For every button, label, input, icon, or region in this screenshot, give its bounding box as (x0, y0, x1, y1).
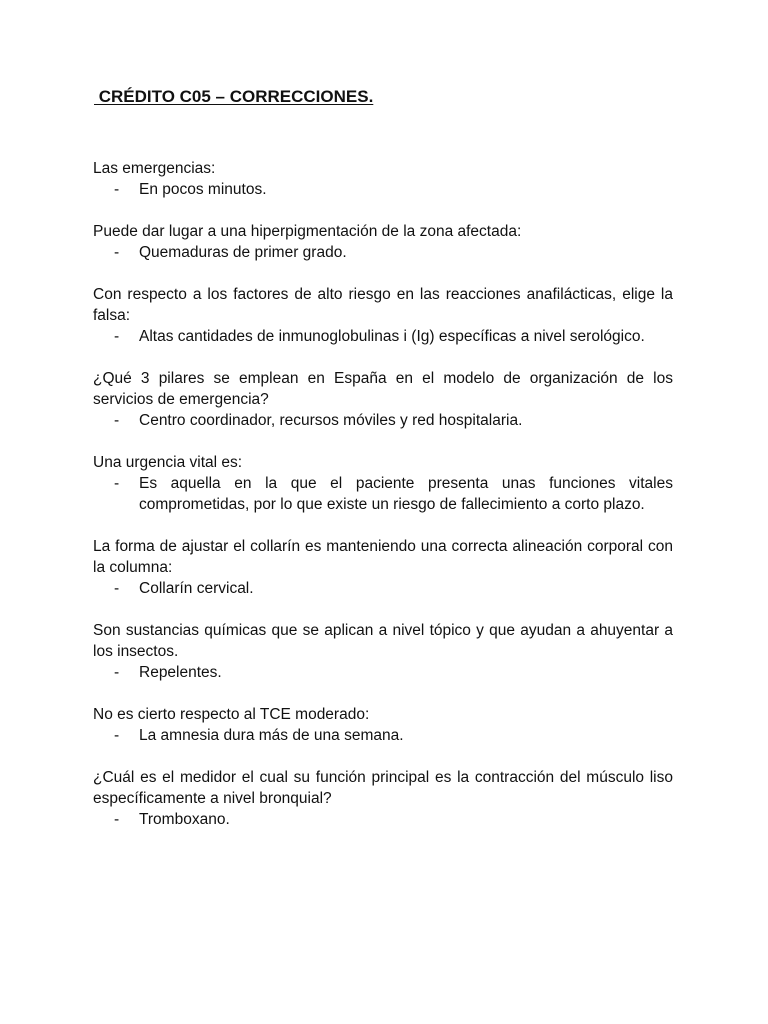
question-block-7 (93, 620, 673, 683)
dash-bullet: - (114, 244, 120, 261)
question-block-3 (93, 284, 673, 347)
document-title: CRÉDITO C05 – CORRECCIONES. (94, 87, 374, 106)
question-block-2 (93, 221, 673, 263)
answer-list (93, 242, 673, 263)
answer-item (93, 578, 673, 599)
answer-list (93, 662, 673, 683)
answer-text: Quemaduras de primer grado. (139, 244, 347, 261)
question-block-6 (93, 536, 673, 599)
question-text: ¿Cuál es el medidor el cual su función principal es la contracción del músculo liso específicamente a nivel bronquial? (93, 769, 673, 807)
answer-list (93, 410, 673, 431)
answer-item (93, 410, 673, 431)
dash-bullet: - (114, 475, 120, 492)
answer-list (93, 578, 673, 599)
question-text: ¿Qué 3 pilares se emplean en España en el modelo de organización de los servicios de emergencia? (93, 370, 673, 408)
answer-text: Repelentes. (139, 664, 222, 681)
dash-bullet: - (114, 727, 120, 744)
dash-bullet: - (114, 328, 120, 345)
dash-bullet: - (114, 664, 120, 681)
question-text: Puede dar lugar a una hiperpigmentación de la zona afectada: (93, 223, 522, 240)
question-block-4 (93, 368, 673, 431)
dash-bullet: - (114, 181, 120, 198)
answer-item (93, 242, 673, 263)
answer-text: Es aquella en la que el paciente presenta unas funciones vitales comprometidas, por lo que existe un riesgo de fallecimiento a corto plazo. (139, 475, 673, 513)
answer-list (93, 179, 673, 200)
question-block-1 (93, 158, 673, 200)
answer-text: Collarín cervical. (139, 580, 254, 597)
question-text: No es cierto respecto al TCE moderado: (93, 706, 370, 723)
dash-bullet: - (114, 811, 120, 828)
dash-bullet: - (114, 580, 120, 597)
question-block-5 (93, 452, 673, 515)
answer-text: Tromboxano. (139, 811, 230, 828)
answer-item (93, 662, 673, 683)
answer-list (93, 809, 673, 830)
answer-text: Centro coordinador, recursos móviles y red hospitalaria. (139, 412, 523, 429)
question-text: Las emergencias: (93, 160, 216, 177)
answer-item (93, 179, 673, 200)
answer-item (93, 473, 673, 515)
answer-text: En pocos minutos. (139, 181, 267, 198)
question-text: Son sustancias químicas que se aplican a nivel tópico y que ayudan a ahuyentar a los insectos. (93, 622, 673, 660)
answer-list (93, 473, 673, 515)
question-block-8 (93, 704, 673, 746)
answer-item (93, 725, 673, 746)
answer-list (93, 725, 673, 746)
question-text: La forma de ajustar el collarín es manteniendo una correcta alineación corporal con la columna: (93, 538, 673, 576)
answer-text: La amnesia dura más de una semana. (139, 727, 404, 744)
dash-bullet: - (114, 412, 120, 429)
answer-item (93, 326, 673, 347)
question-text: Con respecto a los factores de alto riesgo en las reacciones anafilácticas, elige la falsa: (93, 286, 673, 324)
document-page (93, 86, 673, 851)
answer-item (93, 809, 673, 830)
answer-text: Altas cantidades de inmunoglobulinas i (Ig) específicas a nivel serológico. (139, 328, 645, 345)
question-block-9 (93, 767, 673, 830)
answer-list (93, 326, 673, 347)
question-text: Una urgencia vital es: (93, 454, 243, 471)
